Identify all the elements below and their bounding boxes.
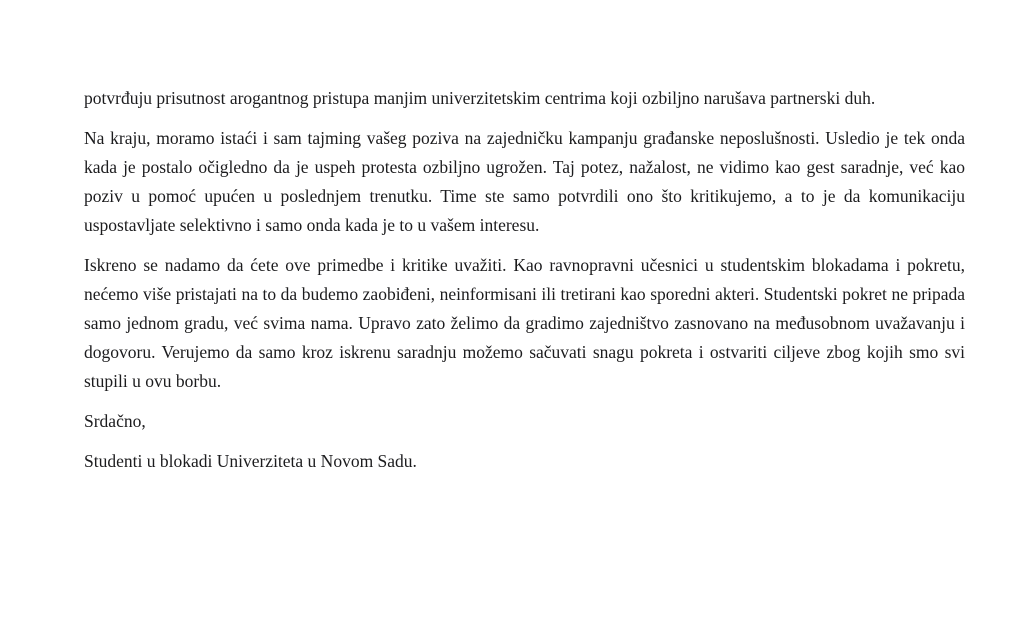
- closing-salutation: Srdačno,: [84, 411, 146, 431]
- paragraph-hopes-and-demands: Iskreno se nadamo da ćete ove primedbe i kritike uvažiti. Kao ravnopravni učesnici u studentskim blokadama i pokretu, nećemo više pristajati na to da budemo zaobiđeni, neinformisani ili tretirani kao sporedni akteri. Studentski pokret ne pripada samo jednom gradu, već svima nama. Upravo zato želimo da gradimo zajedništvo zasnovano na međusobnom uvažavanju i dogovoru. Verujemo da samo kroz iskrenu saradnju možemo sačuvati snagu pokreta i ostvariti ciljeve zbog kojih smo svi stupili u ovu borbu.: [84, 255, 965, 391]
- paragraph-intro-fragment: potvrđuju prisutnost arogantnog pristupa manjim univerzitetskim centrima koji ozbiljno narušava partnerski duh.: [84, 88, 876, 108]
- signature-line: Studenti u blokadi Univerziteta u Novom Sadu.: [84, 451, 417, 471]
- paragraph-timing-critique: Na kraju, moramo istaći i sam tajming vašeg poziva na zajedničku kampanju građanske neposlušnosti. Usledio je tek onda kada je postalo očigledno da je uspeh protesta ozbiljno ugrožen. Taj potez, nažalost, ne vidimo kao gest saradnje, već kao poziv u pomoć upućen u poslednjem trenutku. Time ste samo potvrdili ono što kritikujemo, a to je da komunikaciju uspostavljate selektivno i samo onda kada je to u vašem interesu.: [84, 128, 965, 235]
- letter-body: [84, 84, 965, 487]
